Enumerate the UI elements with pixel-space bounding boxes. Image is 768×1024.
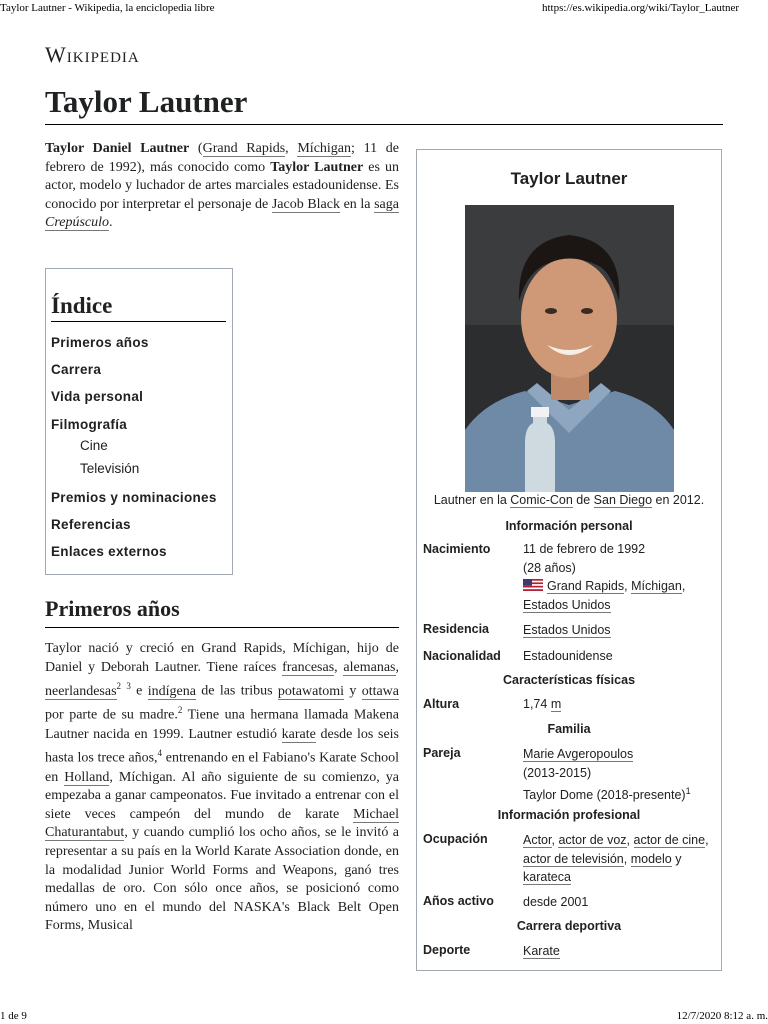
value-nacionalidad: Estadounidense (523, 649, 613, 663)
infobox-section-profesional: Información profesional (497, 808, 641, 822)
section-heading: Primeros años (45, 596, 180, 621)
ocup-sep: y (671, 851, 682, 866)
link-metro[interactable]: m (550, 697, 562, 711)
body-text: de las tribus (195, 683, 278, 699)
link-ottawa[interactable]: ottawa (361, 683, 400, 699)
ref-2b[interactable]: 2 (177, 705, 183, 716)
table-of-contents (45, 268, 233, 575)
label-residencia: Residencia (423, 622, 490, 636)
link-actor-de-television[interactable]: actor de televisión (523, 851, 624, 866)
link-potawatomi[interactable]: potawatomi (277, 683, 345, 699)
birth-sep: , (681, 579, 686, 593)
ref-4[interactable]: 4 (157, 748, 163, 759)
infobox-title: Taylor Lautner (510, 169, 628, 188)
toc-item-primeros-anos[interactable]: Primeros años (51, 335, 149, 350)
label-deporte: Deporte (423, 943, 471, 957)
link-birth-city[interactable]: Grand Rapids (547, 579, 625, 593)
ocup-sep: , (551, 833, 559, 847)
print-header-title: Taylor Lautner - Wikipedia, la enciclopedia libre (0, 2, 215, 14)
lead-text: ; 11 de febrero de 1992), más conocido como (45, 141, 399, 175)
pareja-2 (523, 782, 713, 805)
link-crepusculo[interactable]: Crepúsculo (45, 215, 110, 231)
section-paragraph (45, 640, 399, 936)
lead-name: Taylor Daniel Lautner (45, 141, 190, 156)
value-residencia (523, 621, 713, 640)
toc-item-premios[interactable]: Premios y nominaciones (51, 490, 217, 505)
page-counter: 1 de 9 (0, 1010, 27, 1022)
photo-caption (417, 493, 721, 507)
link-alemanas[interactable]: alemanas (343, 659, 396, 675)
toc-subitem-cine[interactable]: Cine (80, 438, 108, 453)
wikipedia-logo[interactable]: Wikipedia (45, 42, 140, 67)
body-text: y (344, 683, 362, 699)
body-text: e (130, 683, 148, 699)
label-ocupacion: Ocupación (423, 832, 488, 846)
link-michigan[interactable]: Míchigan (297, 141, 352, 156)
lead-alias: Taylor Lautner (270, 159, 364, 175)
link-neerlandesas[interactable]: neerlandesas (45, 683, 117, 699)
body-text: Tiene una hermana llamada Makena Lautner nacida en 1999. Lautner estudió (45, 708, 399, 742)
link-saga[interactable]: saga (374, 196, 399, 212)
ref-3[interactable]: 3 (126, 681, 131, 692)
link-indigena[interactable]: indígena (147, 683, 196, 699)
value-altura (523, 695, 713, 714)
link-karateca[interactable]: karateca (523, 870, 571, 884)
birth-sep: , (624, 579, 632, 593)
link-jacob-black[interactable]: Jacob Black (271, 196, 340, 212)
body-text: , (395, 659, 400, 675)
infobox-section-fisicas: Características físicas (502, 673, 636, 687)
altura-number: 1,74 (523, 697, 551, 711)
body-text: , Míchigan. Al año siguiente de su comienzo, ya empezaba a ganar campeonatos. Fue invitado a entrenar con el siete veces campeón del mundo de karate (45, 769, 399, 822)
value-deporte (523, 942, 713, 961)
link-deporte-karate[interactable]: Karate (523, 944, 560, 958)
lead-text: ( (189, 141, 203, 156)
toc-item-referencias[interactable]: Referencias (51, 517, 131, 532)
link-actor[interactable]: Actor (523, 833, 552, 847)
ocup-sep: , (626, 833, 634, 847)
toc-item-filmografia[interactable]: Filmografía (51, 417, 128, 432)
link-actor-de-cine[interactable]: actor de cine (633, 833, 706, 847)
label-anos-activo: Años activo (423, 894, 494, 908)
body-text: desde los seis hasta los trece años, (45, 726, 400, 766)
toc-item-vida-personal[interactable]: Vida personal (51, 389, 144, 404)
ref-1[interactable]: 1 (685, 786, 691, 796)
caption-text: en 2012. (652, 493, 705, 507)
body-text: , (334, 659, 344, 675)
label-nacimiento: Nacimiento (423, 542, 491, 556)
link-karate[interactable]: karate (281, 726, 316, 742)
link-san-diego[interactable]: San Diego (593, 493, 653, 507)
body-text: por parte de su madre. (45, 708, 178, 724)
birth-age: (28 años) (523, 560, 576, 575)
print-header-url: https://es.wikipedia.org/wiki/Taylor_Lautner (542, 2, 739, 14)
link-actor-de-voz[interactable]: actor de voz (558, 833, 627, 847)
caption-text: de (572, 493, 594, 507)
link-grand-rapids[interactable]: Grand Rapids (202, 141, 286, 156)
print-timestamp: 12/7/2020 8:12 a. m. (676, 1010, 768, 1022)
portrait-image (465, 205, 674, 492)
portrait-photo[interactable] (465, 205, 674, 492)
infobox-section-deportiva: Carrera deportiva (516, 919, 622, 933)
body-text: entrenando en el Fabiano's Karate School en (45, 750, 399, 785)
infobox-section-familia: Familia (547, 722, 591, 736)
value-pareja (523, 745, 713, 805)
toc-item-carrera[interactable]: Carrera (51, 362, 102, 377)
birth-place (523, 577, 713, 596)
link-holland[interactable]: Holland (64, 769, 110, 785)
link-modelo[interactable]: modelo (630, 851, 672, 866)
label-pareja: Pareja (423, 746, 461, 760)
ref-2[interactable]: 2 (116, 681, 122, 692)
link-comic-con[interactable]: Comic-Con (510, 493, 573, 507)
value-ocupacion (523, 831, 713, 887)
value-anos-activo: desde 2001 (523, 895, 589, 909)
birth-date: 11 de febrero de 1992 (523, 542, 646, 556)
toc-subitem-television[interactable]: Televisión (80, 461, 140, 476)
link-michael-chaturantabut[interactable]: Michael Chaturantabut (45, 806, 399, 841)
section-divider (45, 627, 399, 628)
infobox (416, 149, 722, 971)
toc-item-enlaces-externos[interactable]: Enlaces externos (51, 544, 167, 559)
lead-text: , (285, 141, 298, 156)
title-divider (45, 124, 723, 125)
lead-text: . (109, 215, 113, 231)
ocup-sep: , (705, 833, 709, 847)
pareja-2-name: Taylor Dome (2018-presente) (523, 788, 686, 803)
caption-text: Lautner en la (433, 493, 511, 507)
us-flag-icon (523, 579, 543, 591)
lead-text: es un actor, modelo y luchador de artes marciales estadounidense. Es conocido por interpretar el personaje de (45, 159, 399, 212)
lead-paragraph (45, 140, 399, 233)
label-nacionalidad: Nacionalidad (423, 649, 501, 663)
ocup-sep: , (623, 851, 631, 866)
link-residencia[interactable]: Estados Unidos (523, 623, 611, 637)
body-text: Taylor nació y creció en Grand Rapids, Míchigan, hijo de Daniel y Deborah Lautner. Tiene raíces (45, 641, 399, 675)
label-altura: Altura (423, 697, 460, 711)
toc-title: Índice (51, 293, 226, 322)
infobox-section-personal: Información personal (505, 519, 633, 533)
value-nacimiento (523, 540, 713, 614)
link-francesas[interactable]: francesas (282, 659, 335, 675)
pareja-years: (2013-2015) (523, 765, 592, 780)
link-birth-state[interactable]: Míchigan (631, 579, 682, 593)
body-text: , y cuando cumplió los ocho años, se le invitó a representar a su país en la World Karate Association donde, en la modalidad Junior World Forms and Weapons, ganó tres medallas de oro. Con sólo once años, se posicionó como número uno en el mundo del NASKA's Black Belt Open Forms, Musical (45, 825, 399, 934)
link-birth-country[interactable]: Estados Unidos (523, 597, 611, 612)
page-title: Taylor Lautner (45, 84, 248, 119)
lead-text: en la (339, 196, 375, 212)
link-marie-avgeropoulos[interactable]: Marie Avgeropoulos (523, 747, 634, 761)
